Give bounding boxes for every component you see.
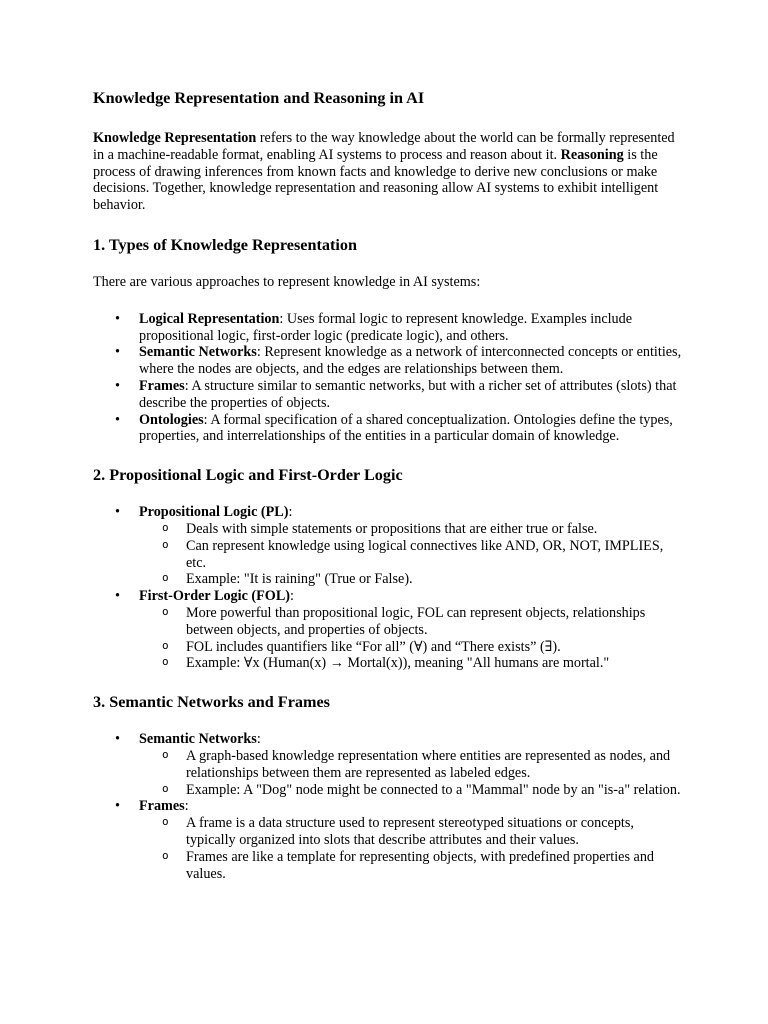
section-3-list xyxy=(93,731,683,882)
list-item xyxy=(139,731,683,798)
sub-list xyxy=(139,605,683,672)
section-1-intro: There are various approaches to represent knowledge in AI systems: xyxy=(93,273,481,290)
document-page xyxy=(93,88,683,902)
item-term: Propositional Logic (PL) xyxy=(139,504,289,521)
section-1-list xyxy=(93,311,683,445)
reasoning-text: is the process of drawing inferences from known facts and knowledge to derive new conclusions or make decisions. Together, knowledge representation and reasoning allow AI systems to exhibit intelligent behavior. xyxy=(93,146,659,214)
item-term: First-Order Logic (FOL) xyxy=(139,588,291,605)
item-suffix: : xyxy=(256,731,261,748)
list-item xyxy=(139,798,683,882)
sub-list-item: o Frames are like a template for representing objects, with predefined properties and values. xyxy=(186,849,683,883)
sub-list xyxy=(139,748,683,798)
page-title: Knowledge Representation and Reasoning in AI xyxy=(93,89,425,107)
item-text: : Uses formal logic to represent knowledge. Examples include propositional logic, first-order logic (predicate logic), and others. xyxy=(139,310,633,344)
intro-paragraph xyxy=(93,130,683,214)
sub-list-item: o Deals with simple statements or propositions that are either true or false. xyxy=(186,521,683,538)
sub-list-item: o Example: A "Dog" node might be connected to a "Mammal" node by an "is-a" relation. xyxy=(186,782,683,799)
item-term: Frames xyxy=(139,798,185,815)
section-2-heading: 2. Propositional Logic and First-Order Logic xyxy=(93,466,403,485)
sub-list xyxy=(139,521,683,588)
section-1-heading: 1. Types of Knowledge Representation xyxy=(93,235,357,254)
list-item xyxy=(139,378,683,412)
item-text: : Represent knowledge as a network of interconnected concepts or entities, where the nodes are objects, and the edges are relationships between them. xyxy=(139,344,682,378)
kr-term: Knowledge Representation xyxy=(93,130,257,146)
sub-list-item: o A frame is a data structure used to represent stereotyped situations or concepts, typically organized into slots that describe attributes and their values. xyxy=(186,815,683,849)
list-item xyxy=(139,588,683,672)
sub-list-item: o More powerful than propositional logic, FOL can represent objects, relationships between objects, and properties of objects. xyxy=(186,605,683,639)
item-text: : A structure similar to semantic networks, but with a richer set of attributes (slots) that describe the properties of objects. xyxy=(139,377,677,411)
item-suffix: : xyxy=(184,798,189,815)
list-item xyxy=(139,504,683,588)
kr-text: refers to the way knowledge about the world can be formally represented in a machine-readable format, enabling AI systems to process and reason about it. xyxy=(93,130,675,163)
list-item xyxy=(139,344,683,378)
item-text: : A formal specification of a shared conceptualization. Ontologies define the types, properties, and interrelationships of the entities in a particular domain of knowledge. xyxy=(139,411,673,445)
list-item xyxy=(139,412,683,446)
sub-list-item: o Can represent knowledge using logical connectives like AND, OR, NOT, IMPLIES, etc. xyxy=(186,538,683,572)
sub-list-item: o Example: ∀x (Human(x) → Mortal(x)), meaning "All humans are mortal." xyxy=(186,655,683,672)
item-suffix: : xyxy=(290,588,294,605)
item-term: Semantic Networks xyxy=(139,731,257,748)
item-term: Semantic Networks xyxy=(139,344,257,361)
section-3-heading: 3. Semantic Networks and Frames xyxy=(93,693,330,712)
item-term: Ontologies xyxy=(139,411,204,428)
list-item xyxy=(139,311,683,345)
sub-list-item: o FOL includes quantifiers like “For all” (∀) and “There exists” (∃). xyxy=(186,639,683,656)
item-term: Logical Representation xyxy=(139,310,280,327)
sub-list xyxy=(139,815,683,882)
item-suffix: : xyxy=(288,504,293,521)
reasoning-term: Reasoning xyxy=(560,146,624,163)
section-2-list xyxy=(93,504,683,672)
sub-list-item: o A graph-based knowledge representation where entities are represented as nodes, and relationships between them are represented as labeled edges. xyxy=(186,748,683,782)
item-term: Frames xyxy=(139,377,185,394)
sub-list-item: o Example: "It is raining" (True or False). xyxy=(186,571,683,588)
